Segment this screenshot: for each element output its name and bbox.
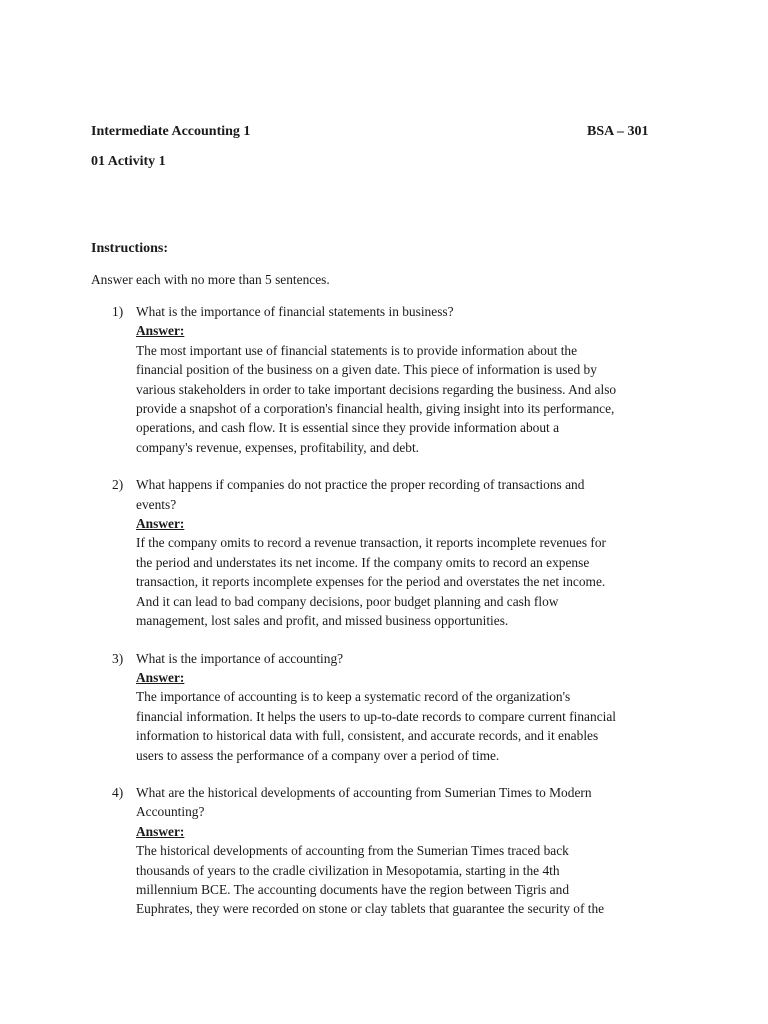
- question-line: What is the importance of financial statements in business?: [136, 304, 454, 319]
- question-line: What are the historical developments of accounting from Sumerian Times to Modern: [136, 784, 592, 800]
- answer-line: thousands of years to the cradle civilization in Mesopotamia, starting in the 4th: [136, 862, 560, 878]
- answer-line: financial position of the business on a given date. This piece of information is used by: [136, 362, 597, 378]
- document-header: [91, 124, 671, 144]
- answer-line: company's revenue, expenses, profitability, and debt.: [136, 439, 420, 455]
- question-text: [136, 475, 681, 514]
- question-number: 4): [112, 784, 124, 800]
- question-text: [136, 302, 681, 321]
- answer-line: operations, and cash flow. It is essential since they provide information about a: [136, 420, 560, 436]
- instructions-text: Answer each with no more than 5 sentences.: [91, 272, 330, 287]
- answer-text: [136, 341, 681, 457]
- answer-line: And it can lead to bad company decisions, poor budget planning and cash flow: [136, 593, 559, 609]
- answer-line: financial information. It helps the users to up-to-date records to compare current financial: [136, 708, 617, 724]
- question-item: [91, 649, 691, 765]
- activity-title: 01 Activity 1: [91, 154, 166, 169]
- answer-line: Euphrates, they were recorded on stone or clay tablets that guarantee the security of the: [136, 901, 605, 917]
- question-body: [136, 649, 681, 765]
- answer-text: [136, 687, 681, 765]
- question-line: Accounting?: [136, 804, 205, 820]
- answer-line: the period and understates its net income. If the company omits to record an expense: [136, 554, 590, 570]
- answer-line: users to assess the performance of a company over a period of time.: [136, 747, 500, 763]
- question-item: [91, 475, 691, 630]
- question-body: [136, 302, 681, 457]
- question-line: What is the importance of accounting?: [136, 650, 344, 666]
- question-line: What happens if companies do not practice the proper recording of transactions and: [136, 477, 585, 493]
- course-code: BSA – 301: [587, 124, 649, 139]
- answer-line: If the company omits to record a revenue transaction, it reports incomplete revenues for: [136, 535, 606, 551]
- answer-label: Answer:: [136, 516, 185, 532]
- answer-line: provide a snapshot of a corporation's financial health, giving insight into its performance,: [136, 401, 615, 417]
- question-item: [91, 783, 691, 919]
- question-number: 3): [112, 650, 124, 666]
- question-number: 1): [112, 304, 124, 319]
- answer-text: [136, 533, 681, 630]
- course-title: Intermediate Accounting 1: [91, 124, 251, 139]
- answer-line: various stakeholders in order to take important decisions regarding the business. And also: [136, 381, 617, 397]
- answer-line: information to historical data with full, consistent, and accurate records, and it enables: [136, 728, 599, 744]
- question-number: 2): [112, 477, 124, 493]
- instructions-heading: Instructions:: [91, 241, 169, 256]
- question-item: [91, 302, 691, 457]
- answer-label: Answer:: [136, 669, 185, 685]
- answer-label: Answer:: [136, 323, 185, 339]
- answer-line: The importance of accounting is to keep a systematic record of the organization's: [136, 689, 571, 705]
- answer-line: management, lost sales and profit, and missed business opportunities.: [136, 613, 509, 629]
- question-text: [136, 783, 681, 822]
- question-line: events?: [136, 496, 177, 512]
- question-list: [91, 302, 691, 937]
- answer-line: The most important use of financial statements is to provide information about the: [136, 342, 578, 358]
- answer-label: Answer:: [136, 823, 185, 839]
- answer-line: transaction, it reports incomplete expenses for the period and overstates the net income.: [136, 574, 606, 590]
- answer-line: The historical developments of accounting from the Sumerian Times traced back: [136, 843, 569, 859]
- answer-text: [136, 841, 681, 919]
- question-body: [136, 475, 681, 630]
- question-body: [136, 783, 681, 919]
- question-text: [136, 649, 681, 668]
- answer-line: millennium BCE. The accounting documents have the region between Tigris and: [136, 881, 570, 897]
